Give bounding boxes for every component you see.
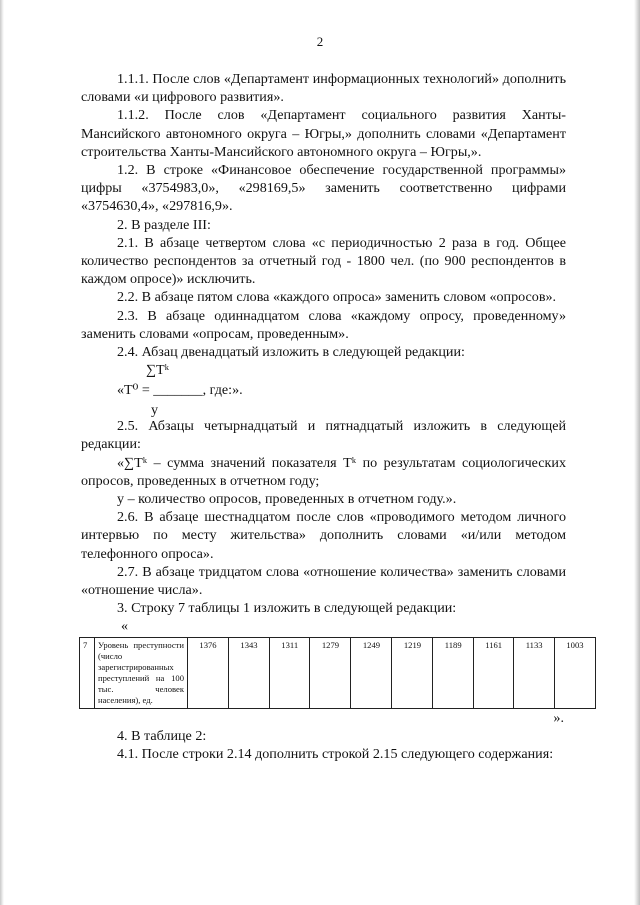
paragraph-1-2: 1.2. В строке «Финансовое обеспечение государственной программы» цифры «3754983,0», «298169,5» заменить соответственно цифрами «3754630,4», «297816,9». [81, 162, 566, 215]
row-number-cell: 7 [80, 637, 95, 708]
paragraph-4: 4. В таблице 2: [117, 727, 207, 744]
paragraph-2-4: 2.4. Абзац двенадцатый изложить в следующей редакции: [117, 344, 465, 361]
indicator-cell: Уровень преступности (число зарегистрированных преступлений на 100 тыс. человек населения), ед. [95, 637, 188, 708]
table-close-quote: ». [553, 709, 564, 726]
value-cell: 1161 [473, 637, 513, 708]
paragraph-2-5-b: y – количество опросов, проведенных в отчетном году.». [117, 491, 457, 508]
value-cell: 1133 [514, 637, 554, 708]
value-cell: 1219 [392, 637, 433, 708]
paragraph-2-6: 2.6. В абзаце шестнадцатом после слов «проводимого методом личного интервью по месту жительства» дополнить словами «и/или методом телефонного опроса». [81, 509, 566, 562]
value-cell: 1343 [229, 637, 270, 708]
table-1-row-7 [79, 637, 596, 709]
value-cell: 1249 [351, 637, 392, 708]
paragraph-4-1: 4.1. После строки 2.14 дополнить строкой 2.15 следующего содержания: [117, 746, 554, 763]
page-number: 2 [316, 34, 324, 49]
paragraph-2-5-a: «∑Tᵏ – сумма значений показателя Tᵏ по результатам социологических опросов, проведенных в отчетном году; [81, 454, 566, 489]
formula-numerator: ∑Tᵏ [146, 362, 170, 379]
formula-main: «Т⁰ = _______, где:». [117, 382, 243, 399]
formula [81, 361, 566, 417]
document-body [81, 70, 584, 763]
value-cell: 1311 [270, 637, 310, 708]
value-cell: 1279 [310, 637, 351, 708]
formula-denominator: y [151, 402, 159, 419]
paragraph-2-7: 2.7. В абзаце тридцатом слова «отношение количества» заменить словами «отношение числа». [81, 563, 566, 599]
paragraph-2: 2. В разделе III: [117, 216, 211, 233]
scan-left-edge [0, 0, 4, 905]
value-cell: 1376 [188, 637, 229, 708]
scan-right-edge [634, 0, 640, 905]
value-cell: 1003 [554, 637, 595, 708]
paragraph-2-3: 2.3. В абзаце одиннадцатом слова «каждому опросу, проведенному» заменить словами «опросам, проведенным». [81, 307, 566, 342]
value-cell: 1189 [433, 637, 473, 708]
paragraph-2-2: 2.2. В абзаце пятом слова «каждого опроса» заменить словом «опросов». [117, 289, 557, 306]
table-open-quote: « [121, 618, 129, 635]
table-row [80, 637, 596, 708]
paragraph-3: 3. Строку 7 таблицы 1 изложить в следующей редакции: [117, 600, 457, 617]
paragraph-2-5: 2.5. Абзацы четырнадцатый и пятнадцатый изложить в следующей редакции: [81, 418, 566, 453]
paragraph-2-1: 2.1. В абзаце четвертом слова «с периодичностью 2 раза в год. Общее количество респондентов за отчетный год - 1800 чел. (по 900 респондентов в каждом опросе)» исключить. [81, 234, 566, 288]
paragraph-1-1-2: 1.1.2. После слов «Департамент социального развития Ханты-Мансийского автономного округа – Югры,» дополнить словами «Департамент строительства Ханты-Мансийского автономного округа – Югры,». [81, 107, 566, 160]
paragraph-1-1-1: 1.1.1. После слов «Департамент информационных технологий» дополнить словами «и цифрового развития». [81, 71, 566, 106]
